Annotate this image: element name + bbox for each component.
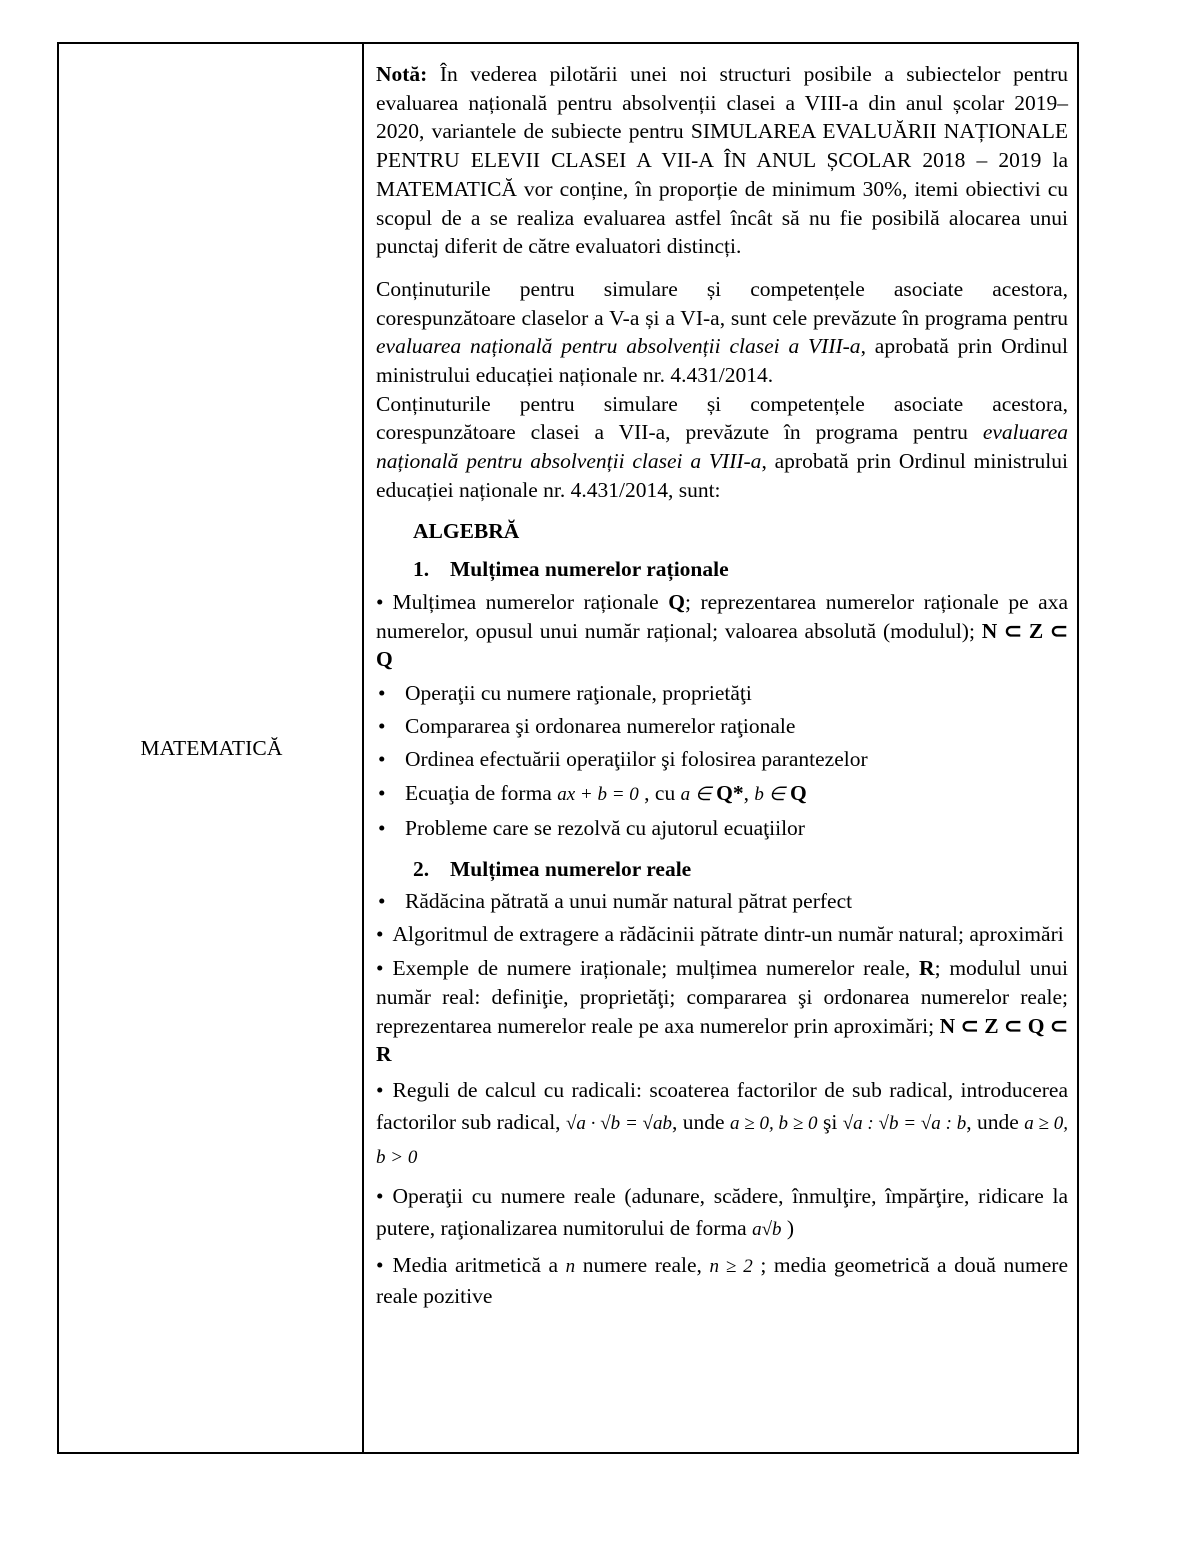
radical-form: a√b bbox=[752, 1219, 782, 1240]
text: Ecuaţia de forma bbox=[405, 780, 558, 805]
note-text: În vederea pilotării unei noi structuri posibile a subiectelor pentru evaluarea națională pentru absolvenții clasei a VIII-a din anul școlar 2019–2020, variantele de subiecte pentru SIMULAREA EVALUĂRII NAȚIONALE PENTRU ELEVII CLASEI A VII-A ÎN ANUL ȘCOLAR 2018 – 2019 la MATEMATICĂ vor conține, în proporție de minimum 30%, itemi obiectivi cu scopul de a se realiza evaluarea astfel încât să nu fie posibilă alocarea unui punctaj diferit de către evaluatori distincți. bbox=[376, 62, 1068, 259]
text: Exemple de numere iraționale; mulțimea numerelor reale, bbox=[392, 956, 920, 981]
rational-numbers-list bbox=[376, 679, 1068, 843]
bullet-icon: • bbox=[378, 747, 386, 772]
radical-quotient-formula: √a : √b = √a : b bbox=[842, 1113, 967, 1134]
list-item bbox=[376, 679, 1068, 708]
text: , bbox=[743, 780, 755, 805]
bullet-icon: • bbox=[376, 956, 384, 981]
list-item bbox=[376, 887, 1068, 916]
text: şi bbox=[817, 1110, 843, 1134]
bullet-icon: • bbox=[376, 1184, 384, 1208]
bullet-icon: • bbox=[378, 714, 386, 739]
list-item bbox=[376, 920, 1068, 949]
text: ; media geometrică a două numere reale pozitive bbox=[376, 1253, 1068, 1308]
text: Probleme care se rezolvă cu ajutorul ecuaţiilor bbox=[405, 815, 805, 840]
list-item bbox=[376, 814, 1068, 843]
condition: a ≥ 0, b > 0 bbox=[376, 1113, 1068, 1168]
bullet-icon: • bbox=[376, 1078, 384, 1102]
chapter-title: Mulțimea numerelor reale bbox=[450, 856, 692, 881]
text: Ordinea efectuării operaţiilor şi folosirea parantezelor bbox=[405, 747, 868, 772]
text: numere reale, bbox=[575, 1253, 710, 1277]
text: Compararea şi ordonarea numerelor raţionale bbox=[405, 714, 796, 739]
list-item bbox=[376, 712, 1068, 741]
condition: n ≥ 2 bbox=[709, 1256, 753, 1277]
set-symbol: Q bbox=[668, 589, 685, 614]
text: , cu bbox=[638, 780, 681, 805]
bullet-icon: • bbox=[376, 589, 384, 614]
bullet-icon: • bbox=[378, 681, 386, 706]
chapter-number: 2. bbox=[413, 856, 430, 881]
text: Operaţii cu numere reale (adunare, scădere, înmulţire, împărţire, ridicare la putere, raţionalizarea numitorului de forma bbox=[376, 1184, 1068, 1240]
text: ; modulul unui număr real: definiţie, proprietăţi; compararea şi ordonarea numerelor reale; reprezentarea numerelor reale pe axa numerelor prin aproximări; bbox=[376, 956, 1068, 1038]
set-symbol: Q* bbox=[716, 780, 744, 805]
radical-product-formula: √a · √b = √ab bbox=[565, 1113, 672, 1134]
note-label: Notă: bbox=[376, 62, 428, 86]
text: ) bbox=[781, 1216, 795, 1240]
set-symbol: Q bbox=[789, 780, 807, 805]
chapter-title: Mulțimea numerelor raționale bbox=[450, 557, 729, 582]
curriculum-table bbox=[57, 42, 1079, 1454]
list-item bbox=[376, 588, 1068, 674]
text: Conținuturile pentru simulare și competențele asociate acestora, corespunzătoare clasei a VII-a, prevăzute în programa pentru bbox=[376, 391, 1068, 445]
text: , unde bbox=[671, 1110, 730, 1134]
math: n bbox=[565, 1256, 576, 1277]
text: Reguli de calcul cu radicali: scoaterea factorilor de sub radical, introducerea factorilor sub radical, bbox=[376, 1078, 1068, 1134]
text: Operaţii cu numere raţionale, proprietăţi bbox=[405, 681, 752, 706]
list-item bbox=[376, 1074, 1068, 1174]
list-item bbox=[376, 745, 1068, 774]
text: Rădăcina pătrată a unui număr natural pătrat perfect bbox=[405, 889, 853, 914]
program-title: evaluarea națională pentru absolvenții clasei a VIII-a bbox=[376, 334, 861, 359]
text: Algoritmul de extragere a rădăcinii pătrate dintr-un număr natural; aproximări bbox=[392, 922, 1064, 947]
set-inclusion: N ⊂ Z ⊂ Q bbox=[376, 618, 1068, 672]
list-item bbox=[376, 1251, 1068, 1310]
chapter-number: 1. bbox=[413, 557, 430, 582]
text: ; reprezentarea numerelor raționale pe axa numerelor, opusul unui număr rațional; valoarea absolută (modulul); bbox=[376, 589, 1068, 643]
text: Conținuturile pentru simulare și competențele asociate acestora, corespunzătoare claselor a V-a și a VI-a, sunt cele prevăzute în programa pentru bbox=[376, 276, 1068, 330]
note-paragraph bbox=[376, 60, 1068, 261]
math: b ∈ bbox=[754, 783, 790, 805]
content-column bbox=[376, 60, 1068, 1310]
list-item bbox=[376, 954, 1068, 1069]
text: , aprobată prin Ordinul ministrului educației naționale nr. 4.431/2014. bbox=[376, 334, 1068, 388]
text: , aprobată prin Ordinul ministrului educației naționale nr. 4.431/2014, sunt: bbox=[376, 449, 1068, 502]
contents-paragraph-grades-5-6 bbox=[376, 275, 1068, 390]
bullet-icon: • bbox=[376, 1253, 384, 1277]
real-numbers-list bbox=[376, 887, 1068, 916]
set-symbol: R bbox=[919, 956, 935, 981]
subject-column bbox=[59, 44, 364, 1452]
text: Media aritmetică a bbox=[392, 1253, 566, 1277]
subject-name: MATEMATICĂ bbox=[140, 736, 283, 760]
bullet-icon: • bbox=[378, 889, 386, 914]
contents-paragraph-grade-7 bbox=[376, 390, 1068, 505]
chapter-heading-rational-numbers bbox=[376, 555, 1068, 584]
text: Mulțimea numerelor raționale bbox=[392, 589, 669, 614]
text: , unde bbox=[966, 1110, 1025, 1134]
chapter-heading-real-numbers bbox=[376, 855, 1068, 884]
set-inclusion: N ⊂ Z ⊂ Q ⊂ R bbox=[376, 1013, 1068, 1067]
equation: ax + b = 0 bbox=[557, 783, 639, 805]
condition: a ≥ 0, b ≥ 0 bbox=[729, 1113, 818, 1134]
bullet-icon: • bbox=[378, 780, 386, 805]
program-title: evaluarea națională pentru absolvenții clasei a VIII-a bbox=[376, 420, 1068, 474]
bullet-icon: • bbox=[378, 815, 386, 840]
list-item bbox=[376, 779, 1068, 810]
math: a ∈ bbox=[680, 783, 717, 805]
section-heading-algebra: ALGEBRĂ bbox=[413, 518, 520, 543]
list-item bbox=[376, 1180, 1068, 1246]
bullet-icon: • bbox=[376, 922, 384, 947]
